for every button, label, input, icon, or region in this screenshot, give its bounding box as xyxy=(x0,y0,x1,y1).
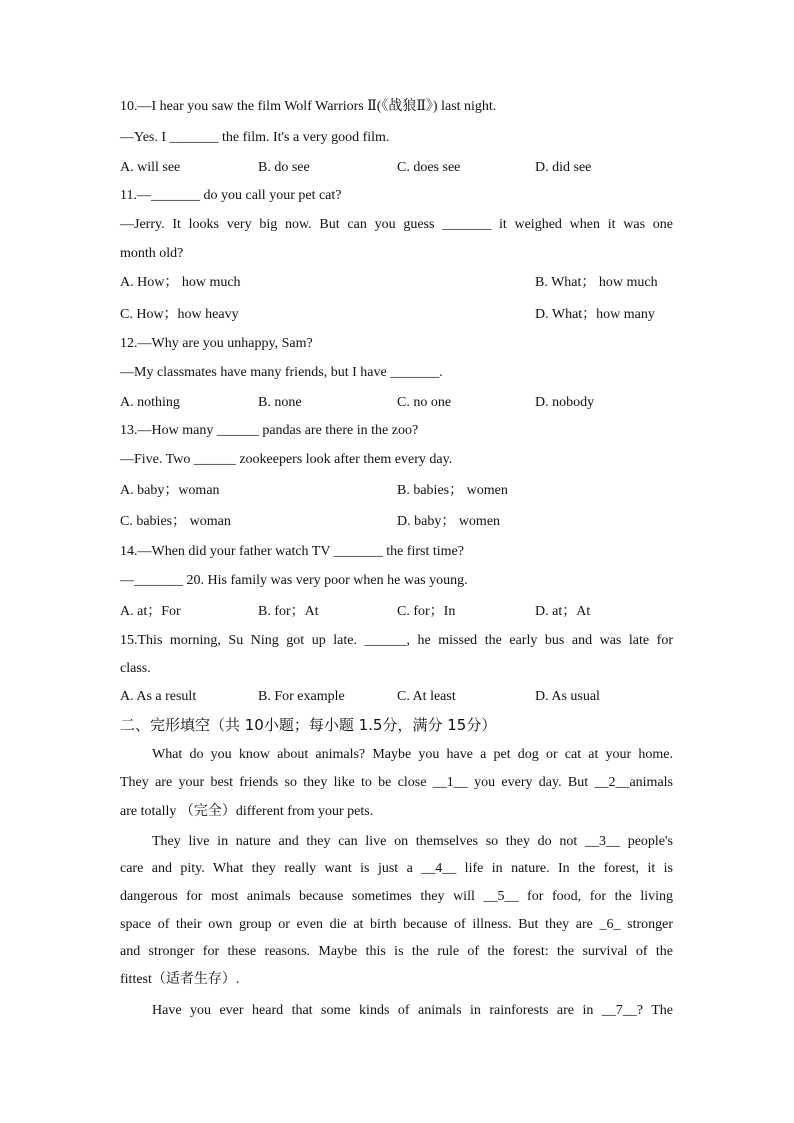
q10-stem: 10.—I hear you saw the film Wolf Warriors Ⅱ(《战狼Ⅱ》) last night. xyxy=(120,99,497,114)
q14-option-a: A. at；For xyxy=(120,604,181,619)
q13-stem: 13.—How many ______ pandas are there in the zoo? xyxy=(120,423,419,438)
q14-option-d: D. at；At xyxy=(535,604,591,619)
q12-option-a: A. nothing xyxy=(120,395,180,410)
q11-stem: 11.—_______ do you call your pet cat? xyxy=(120,188,342,203)
q15-option-a: A. As a result xyxy=(120,689,197,704)
q11-option-a: A. How； how much xyxy=(120,275,241,290)
cloze-p2-line2: care and pity. What they really want is just a __4__ life in nature. In the forest, it is xyxy=(120,861,673,876)
q12-option-c: C. no one xyxy=(397,395,452,410)
q12-stem: 12.—Why are you unhappy, Sam? xyxy=(120,336,313,351)
q14-stem: 14.—When did your father watch TV _______ the first time? xyxy=(120,544,464,559)
q13-option-c: C. babies； woman xyxy=(120,514,231,529)
q11-option-d: D. What；how many xyxy=(535,307,655,322)
cloze-p2-line5: and stronger for these reasons. Maybe this is the rule of the forest: the survival of the xyxy=(120,944,673,959)
q11-option-c: C. How；how heavy xyxy=(120,307,239,322)
q15-option-c: C. At least xyxy=(397,689,456,704)
q15-option-b: B. For example xyxy=(258,689,345,704)
cloze-p1-line3: are totally （完全）different from your pets. xyxy=(120,804,374,819)
q13-option-d: D. baby； women xyxy=(397,514,501,529)
q10-reply: —Yes. I _______ the film. It's a very good film. xyxy=(120,130,390,145)
q15-option-d: D. As usual xyxy=(535,689,600,704)
q14-option-c: C. for；In xyxy=(397,604,456,619)
q11-option-b: B. What； how much xyxy=(535,275,658,290)
q12-reply: —My classmates have many friends, but I have _______. xyxy=(120,365,443,380)
cloze-p2-line6: fittest（适者生存）. xyxy=(120,972,240,987)
cloze-p1-line1: What do you know about animals? Maybe you have a pet dog or cat at your home. xyxy=(152,747,673,762)
q15-stem-line1: 15.This morning, Su Ning got up late. ______, he missed the early bus and was late for xyxy=(120,633,673,648)
q14-reply: —_______ 20. His family was very poor when he was young. xyxy=(120,573,468,588)
q12-option-b: B. none xyxy=(258,395,302,410)
cloze-p2-line4: space of their own group or even die at birth because of illness. But they are _6_ stronger xyxy=(120,917,673,932)
q15-stem-line2: class. xyxy=(120,661,151,676)
q11-reply-line1: —Jerry. It looks very big now. But can you guess _______ it weighed when it was one xyxy=(120,217,673,232)
cloze-p3-line1: Have you ever heard that some kinds of animals in rainforests are in __7__? The xyxy=(152,1003,673,1018)
q10-option-b: B. do see xyxy=(258,160,310,175)
q10-option-d: D. did see xyxy=(535,160,592,175)
q10-option-a: A. will see xyxy=(120,160,181,175)
cloze-p2-line1: They live in nature and they can live on themselves so they do not __3__ people's xyxy=(152,834,673,849)
q12-option-d: D. nobody xyxy=(535,395,595,410)
q13-option-a: A. baby；woman xyxy=(120,483,220,498)
q11-reply-line2: month old? xyxy=(120,246,184,261)
q13-option-b: B. babies； women xyxy=(397,483,508,498)
q13-reply: —Five. Two ______ zookeepers look after them every day. xyxy=(120,452,453,467)
section-heading-cloze: 二、完形填空（共 10小题；每小题 1.5分，满分 15分） xyxy=(120,716,497,734)
q14-option-b: B. for；At xyxy=(258,604,319,619)
q10-option-c: C. does see xyxy=(397,160,461,175)
cloze-p1-line2: They are your best friends so they like to be close __1__ you every day. But __2__animals xyxy=(120,775,673,790)
cloze-p2-line3: dangerous for most animals because sometimes they will __5__ for food, for the living xyxy=(120,889,673,904)
